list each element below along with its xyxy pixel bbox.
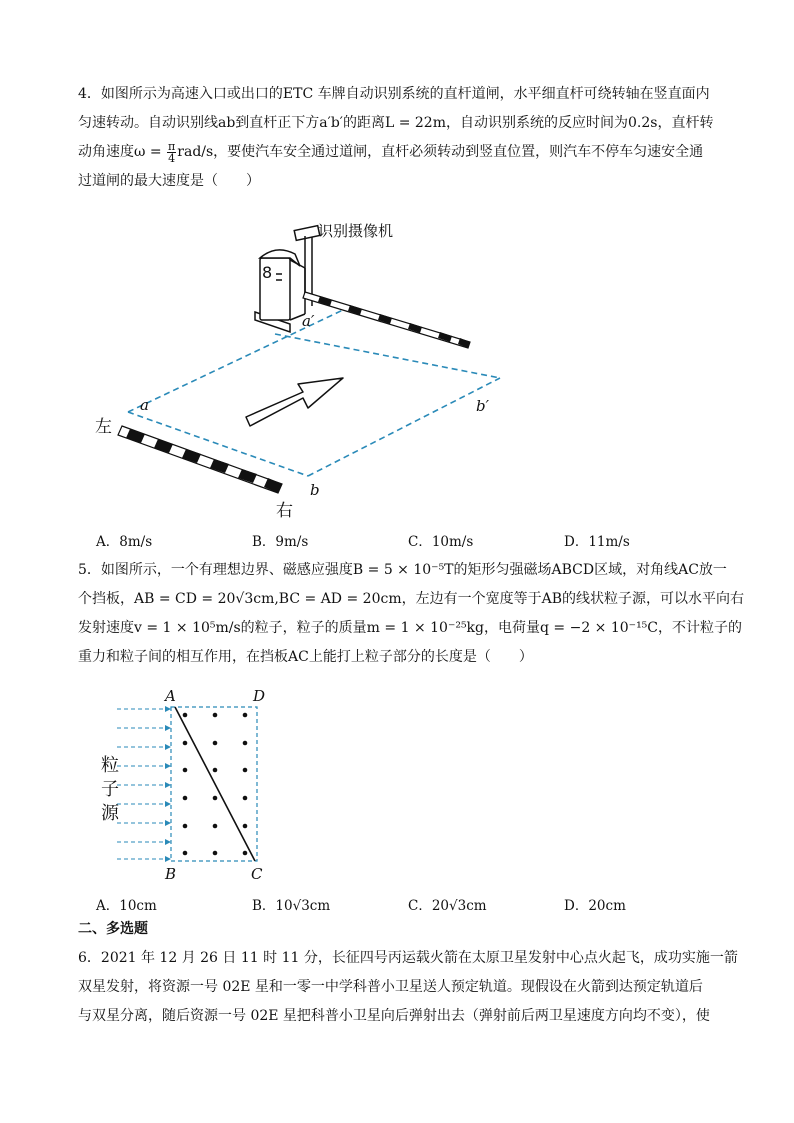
q4-options (96, 530, 736, 550)
question-6-text (78, 944, 738, 1031)
label-B: B (165, 865, 177, 883)
q5-options (96, 894, 736, 914)
q5-option-b[interactable]: B．10√3cm (252, 898, 331, 914)
q4-line-4: 过道闸的最大速度是（ ） (78, 173, 260, 189)
q4-option-a[interactable]: A．8m/s (96, 534, 153, 550)
q4-line-3-post: rad/s，要使汽车安全通过道闸，直杆必须转动到竖直位置，则汽车不停车匀速安全通 (177, 144, 704, 160)
question-5-text (78, 556, 744, 672)
label-left: 左 (95, 417, 112, 437)
source-label-char-1: 粒 (101, 755, 119, 776)
booth-digit-8: 8 (262, 263, 273, 282)
label-C: C (251, 865, 263, 883)
label-a-prime: a′ (302, 312, 315, 330)
label-A: A (165, 687, 176, 705)
gate-booth (255, 250, 305, 332)
q5-line-4: 重力和粒子间的相互作用，在挡板AC上能打上粒子部分的长度是（ ） (78, 649, 533, 665)
barrier-arm (303, 292, 470, 348)
q4-option-b[interactable]: B．9m/s (252, 534, 309, 550)
section-2-title: 二、多选题 (78, 921, 148, 937)
q4-line-1: 4．如图所示为高速入口或出口的ETC 车牌自动识别系统的直杆道闸，水平细直杆可绕转轴在竖直面内 (78, 86, 710, 102)
q5-option-a[interactable]: A．10cm (96, 898, 157, 914)
fraction-denominator: 4 (168, 151, 176, 165)
q5-option-d[interactable]: D．20cm (564, 898, 626, 914)
label-D: D (253, 687, 266, 705)
ground-stripe-left (118, 426, 282, 493)
q4-line-3-pre: 动角速度ω = (78, 144, 167, 160)
q5-option-c[interactable]: C．20√3cm (408, 898, 487, 914)
particle-arrows (117, 706, 171, 862)
label-b: b (310, 481, 320, 499)
q5-line-3: 发射速度v = 1 × 10⁵m/s的粒子，粒子的质量m = 1 × 10⁻²⁵kg，电荷量q = −2 × 10⁻¹⁵C，不计粒子的 (78, 620, 743, 636)
source-label-char-2: 子 (101, 779, 119, 800)
camera-label: 识别摄像机 (318, 222, 394, 240)
label-a: a (140, 396, 149, 414)
baffle-plate-ac (175, 707, 255, 861)
source-label-char-3: 源 (101, 803, 119, 824)
q5-line-2: 个挡板，AB = CD = 20√3cm,BC = AD = 20cm，左边有一个宽度等于AB的线状粒子源，可以水平向右 (78, 591, 744, 607)
label-right: 右 (276, 501, 293, 521)
pi-over-4-fraction (167, 141, 176, 164)
q6-line-1: 6．2021 年 12 月 26 日 11 时 11 分，长征四号丙运载火箭在太原卫星发射中心点火起飞，成功实施一箭 (78, 950, 738, 966)
q4-line-3 (78, 138, 738, 167)
q6-line-3: 与双星分离，随后资源一号 02E 星把科普小卫星向后弹射出去（弹射前后两卫星速度方向均不变），使 (78, 1008, 710, 1024)
line-b-b-prime (308, 378, 500, 476)
question-4-text (78, 80, 738, 196)
q4-line-2: 匀速转动。自动识别线ab到直杆正下方a′b′的距离L = 22m，自动识别系统的反应时间为0.2s，直杆转 (78, 115, 714, 131)
label-b-prime: b′ (476, 397, 490, 415)
field-boundary (171, 707, 257, 861)
q4-option-d[interactable]: D．11m/s (564, 534, 630, 550)
magnetic-field-figure (95, 683, 295, 883)
direction-arrow-icon (246, 378, 343, 426)
q5-line-1: 5．如图所示，一个有理想边界、磁感应强度B = 5 × 10⁻⁵T的矩形匀强磁场ABCD区域，对角线AC放一 (78, 562, 727, 578)
q4-option-c[interactable]: C．10m/s (408, 534, 474, 550)
etc-gate-figure (90, 214, 540, 524)
fraction-numerator: π (168, 139, 176, 153)
q6-line-2: 双星发射，将资源一号 02E 星和一零一中学科普小卫星送人预定轨道。现假设在火箭到达预定轨道后 (78, 979, 703, 995)
